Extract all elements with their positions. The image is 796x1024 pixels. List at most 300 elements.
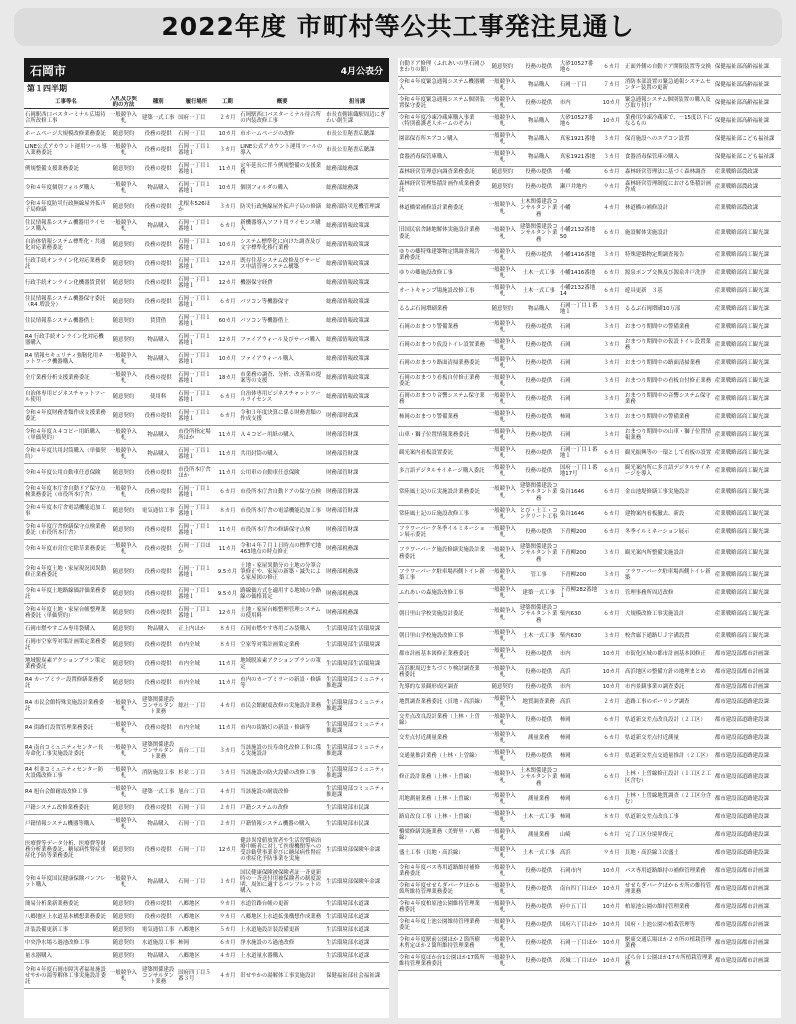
cell-summary: 市内の街路灯の新設・修繕等	[239, 719, 325, 738]
cell-duration: ６カ月	[599, 826, 624, 844]
cell-contract-method: 随意契約	[108, 655, 139, 674]
cell-duration: 11カ月	[216, 540, 240, 559]
cell-location: 国府六丁目ほか	[559, 916, 599, 934]
cell-category: 建築一式工事	[519, 584, 559, 602]
cell-project-name: 盛土工事（貝地・高浜線）	[398, 844, 486, 862]
table-row	[398, 76, 781, 94]
cell-category: 建築一式工事	[139, 109, 177, 128]
cell-department: 都市建設部道路建設課	[714, 790, 781, 808]
cell-contract-method: 一般競争入札	[486, 148, 519, 166]
cell-category: 管工事	[519, 566, 559, 584]
cell-duration: １カ月	[216, 866, 240, 898]
cell-location: 杉並二丁目	[177, 764, 215, 783]
cell-category: 役務の提供	[519, 390, 559, 408]
cell-category: 役務の提供	[139, 369, 177, 388]
cell-summary: 緊急通報システム個別装置の購入及び取り付け	[624, 94, 714, 112]
cell-summary: 水道管路台帳の更新	[239, 898, 325, 911]
cell-location: 石岡一丁目１番地１	[177, 407, 215, 426]
cell-category: 役務の提供	[519, 523, 559, 541]
cell-contract-method: 随意契約	[108, 407, 139, 426]
cell-duration: 11カ月	[216, 674, 240, 693]
cell-duration: 11カ月	[216, 445, 240, 464]
cell-department: 産業戦略部商工観光課	[714, 354, 781, 372]
cell-duration: ６カ月	[216, 388, 240, 407]
cell-duration: ６カ月	[599, 264, 624, 282]
cell-location: 石岡一丁目	[177, 815, 215, 834]
cell-contract-method: 随意契約	[486, 58, 519, 76]
cell-contract-method: 一般競争入札	[108, 963, 139, 989]
cell-summary: 地域脱炭素アクションプランの策定	[239, 655, 325, 674]
table-row	[398, 426, 781, 444]
cell-summary: 当該施設の防火設備の改修工事	[239, 764, 325, 783]
cell-category: 役務の提供	[519, 663, 559, 681]
cell-location: 石岡一丁目１番地１	[177, 141, 215, 160]
cell-department: 産業戦略部商工観光課	[714, 462, 781, 480]
table-row	[24, 604, 389, 623]
cell-department: 産業戦略部商工観光課	[714, 300, 781, 318]
cell-department: 都市建設部道路建設課	[714, 729, 781, 747]
cell-duration: 11カ月	[216, 655, 240, 674]
cell-project-name: R4 南台コミュニティセンター長寿命化工事実施設計委託	[24, 738, 108, 764]
cell-duration: ３カ月	[599, 426, 624, 444]
cell-contract-method: 一般競争入札	[486, 444, 519, 462]
cell-summary: 令和４年７月１日時点の標準宅地463地点の時点修正	[239, 540, 325, 559]
table-row	[24, 407, 389, 426]
cell-category: 物品購入	[139, 445, 177, 464]
cell-contract-method: 随意契約	[108, 388, 139, 407]
cell-category: 物品購入	[139, 350, 177, 369]
cell-project-name: 都市計画基本図修正業務委託	[398, 645, 486, 663]
cell-summary: 観光振興等の一環として看板の設置	[624, 444, 714, 462]
cell-project-name: 令和４年度国民健康保険パンフレット購入	[24, 866, 108, 898]
cell-duration: ６カ月	[216, 293, 240, 312]
cell-project-name: 住民情報系システム機器借上	[24, 312, 108, 331]
cell-summary: おまつり期間中の山車・獅子位置情報業務	[624, 426, 714, 444]
table-row	[24, 585, 389, 604]
cell-category: 物品購入	[519, 300, 559, 318]
cell-duration: ６カ月	[599, 444, 624, 462]
cell-department: 産業戦略部商工観光課	[714, 505, 781, 523]
cell-category: 役務の提供	[139, 674, 177, 693]
cell-summary: 貝地・高浜線３次盛土	[624, 844, 714, 862]
table-row	[398, 681, 781, 693]
cell-location: 石岡一丁目１番地１	[177, 559, 215, 585]
cell-category: 水道施設工事	[139, 937, 177, 950]
cell-department: 財務部税務課	[325, 540, 389, 559]
cell-department: 都市建設部都市計画課	[714, 645, 781, 663]
cell-contract-method: 随意契約	[108, 160, 139, 179]
cell-summary: 個別フォルダの購入	[239, 179, 325, 198]
cell-duration: ３カ月	[599, 390, 624, 408]
table-row	[24, 963, 389, 989]
cell-summary: 業務用冷凍冷蔵庫で、－15度以下になるもの	[624, 112, 714, 130]
table-row	[24, 834, 389, 866]
cell-summary: 当該施設の耐震改修	[239, 783, 325, 802]
cell-department: 総務部情報政策課	[325, 369, 389, 388]
cell-duration: ４カ月	[599, 196, 624, 221]
cell-location: 石岡一丁目１番地１	[177, 350, 215, 369]
cell-contract-method: 一般競争入札	[486, 318, 519, 336]
cell-duration: ３カ月	[216, 738, 240, 764]
cell-duration: ４カ月	[216, 950, 240, 963]
table-row	[24, 128, 389, 141]
cell-duration: ３カ月	[599, 408, 624, 426]
cell-contract-method: 一般競争入札	[486, 916, 519, 934]
cell-contract-method: 随意契約	[108, 834, 139, 866]
cell-department: 生活環境部市民課	[325, 802, 389, 815]
cell-location: 石岡一丁目１番地１	[177, 312, 215, 331]
cell-department: 都市建設部道路建設課	[714, 693, 781, 711]
cell-duration: ３カ月	[216, 141, 240, 160]
cell-department: 都市建設部道路建設課	[714, 765, 781, 790]
cell-location: 小幡1416番地	[559, 246, 599, 264]
cell-project-name: 交差点改良設計業務（上林・上曽線）	[398, 711, 486, 729]
cell-department: 産業戦略部農政課	[714, 196, 781, 221]
cell-location: 市内	[559, 645, 599, 663]
cell-summary: 上林・上曽線修正設計（１工区２工区含む）	[624, 765, 714, 790]
cell-contract-method: 随意契約	[108, 255, 139, 274]
cell-category: 役務の提供	[139, 834, 177, 866]
cell-department: 産業戦略部商工観光課	[714, 627, 781, 645]
cell-summary: 高浜地区の整備方針の地理まとめ	[624, 663, 714, 681]
table-row	[24, 350, 389, 369]
cell-summary: 市街化区域の都市計画基本図修正	[624, 645, 714, 663]
cell-duration: 60カ月	[216, 312, 240, 331]
cell-category: 物品購入	[139, 623, 177, 636]
cell-department: 生活環境部生活環境課	[325, 623, 389, 636]
cell-project-name: ゆりの郷特殊建築物定期調査報告業務委託	[398, 246, 486, 264]
header-location: 履行場所	[177, 96, 215, 109]
cell-duration: ８カ月	[216, 636, 240, 655]
cell-department: 財務部管財課	[325, 445, 389, 464]
cell-summary: 空家等対策計画策定業務	[239, 636, 325, 655]
cell-location: 八郷地区	[177, 911, 215, 924]
cell-project-name: 令和４年度Ａ４コピー用紙購入（単価契約）	[24, 426, 108, 445]
table-row	[24, 815, 389, 834]
cell-location: 石岡一丁目１番地１	[177, 274, 215, 293]
cell-department: 産業戦略部農政課	[714, 178, 781, 196]
cell-contract-method: 随意契約	[108, 128, 139, 141]
cell-contract-method: 随意契約	[108, 464, 139, 483]
cell-duration: 11カ月	[216, 719, 240, 738]
cell-project-name: 石岡のおまつり路面清掃業務委託	[398, 354, 486, 372]
table-row	[398, 112, 781, 130]
cell-department: 生活環境部水道課	[325, 911, 389, 924]
cell-project-name: 石岡市燃やすごみ専用袋購入	[24, 623, 108, 636]
cell-location: 柿岡	[559, 790, 599, 808]
cell-category: 役務の提供	[139, 898, 177, 911]
cell-project-name: 計装設備更新工事	[24, 924, 108, 937]
cell-project-name: 令和４年度土地路線価評価業務委託	[24, 585, 108, 604]
cell-project-name: オートキャンプ場施設改修工事	[398, 282, 486, 300]
cell-location: 石岡一丁目１番地１	[559, 444, 599, 462]
cell-summary: 県道新交差点改良設計（２工区）	[624, 711, 714, 729]
cell-project-name: 全庁業務分析支援業務委託	[24, 369, 108, 388]
table-row	[398, 898, 781, 916]
cell-department: 財務部税務課	[325, 559, 389, 585]
cell-contract-method: 一般競争入札	[108, 483, 139, 502]
cell-department: 生活環境部コミュニティ推進課	[325, 719, 389, 738]
cell-duration: ８カ月	[216, 502, 240, 521]
cell-department: 保健福祉部高齢福祉課	[714, 58, 781, 76]
cell-department: 総務部防災危機管理課	[325, 198, 389, 217]
cell-project-name: 路肩改良工事（上林・上曽線）	[398, 808, 486, 826]
table-row	[398, 264, 781, 282]
cell-summary: 駅東交通広場ほか２カ所の植栽管理業務	[624, 934, 714, 952]
cell-category: 電気通信工事	[139, 924, 177, 937]
cell-category: 役務の提供	[519, 747, 559, 765]
period-label: 第１四半期	[27, 84, 67, 93]
cell-summary: 冬季イルミネーション展示	[624, 523, 714, 541]
cell-department: 市長公室秘書広聴課	[325, 128, 389, 141]
cell-summary: 県道新交差点交通量推計（２工区）	[624, 747, 714, 765]
cell-contract-method: 一般競争入札	[486, 246, 519, 264]
cell-project-name: 戸籍情報システム機器等購入	[24, 815, 108, 834]
cell-project-name: 量水器購入	[24, 950, 108, 963]
header-contract-method: 入札及び契約の方法	[108, 96, 139, 109]
cell-department: 生活環境部市民課	[325, 815, 389, 834]
cell-contract-method: 一般競争入札	[486, 765, 519, 790]
cell-department: 都市建設部都市計画課	[714, 952, 781, 970]
cell-location: 石岡一丁目１番地１	[177, 255, 215, 274]
table-row	[24, 502, 389, 521]
cell-summary: Ａ４コピー用紙の購入	[239, 426, 325, 445]
cell-contract-method: 一般競争入札	[108, 738, 139, 764]
cell-duration: ６カ月	[599, 602, 624, 627]
cell-duration: ３カ月	[599, 541, 624, 566]
cell-duration: 12カ月	[216, 604, 240, 623]
cell-project-name: 簡易分析業新業務委託	[24, 898, 108, 911]
cell-summary: るるぶ石岡増刷10万部	[624, 300, 714, 318]
cell-project-name: 旧国民宿舎跡地解体実施設計業務委託	[398, 221, 486, 246]
cell-department: 産業戦略部商工観光課	[714, 336, 781, 354]
cell-duration: 12カ月	[216, 331, 240, 350]
cell-duration: 11カ月	[216, 426, 240, 445]
cell-department: 総務部情報政策課	[325, 312, 389, 331]
cell-project-name: 修正設計業務（上林・上曽線）	[398, 765, 486, 790]
cell-department: 産業戦略部商工観光課	[714, 282, 781, 300]
cell-project-name: 山車・獅子位置情報業務委託	[398, 426, 486, 444]
cell-contract-method: 一般競争入札	[486, 711, 519, 729]
cell-location: 市内全域	[177, 655, 215, 674]
cell-department: 生活環境部コミュニティ推進課	[325, 783, 389, 802]
table-row	[24, 693, 389, 719]
cell-contract-method: 一般競争入札	[486, 523, 519, 541]
cell-contract-method: 一般競争入札	[108, 350, 139, 369]
cell-department: 産業戦略部商工観光課	[714, 408, 781, 426]
cell-department: 総務部情報政策課	[325, 255, 389, 274]
cell-duration: 10カ月	[216, 350, 240, 369]
cell-location: 柿岡	[559, 729, 599, 747]
cell-location: 小幡2132番地50	[559, 221, 599, 246]
cell-duration: ３カ月	[599, 300, 624, 318]
cell-category: 建築関係建設コンサルタント業務	[519, 602, 559, 627]
cell-department: 財務部管財課	[325, 426, 389, 445]
cell-project-name: LINE公式アカウント運用ツール導入業務委託	[24, 141, 108, 160]
table-row	[24, 483, 389, 502]
table-row	[24, 236, 389, 255]
cell-department: 保健福祉部こども福祉課	[714, 148, 781, 166]
cell-contract-method: 一般競争入札	[486, 94, 519, 112]
published-label: 4月公表分	[340, 66, 383, 77]
cell-category: 使用料	[139, 388, 177, 407]
cell-category: 役務の提供	[139, 160, 177, 179]
cell-summary: 食器消毒保管庫の購入	[624, 148, 714, 166]
cell-contract-method: 随意契約	[486, 300, 519, 318]
cell-contract-method: 一般競争入札	[108, 179, 139, 198]
cell-location: 総社一丁目	[177, 693, 215, 719]
cell-location: 大砂10527番地６	[559, 58, 599, 76]
cell-duration: 10カ月	[599, 880, 624, 898]
cell-duration: ６カ月	[599, 166, 624, 178]
cell-summary: 市役所本庁舎自動ドアの保守点検	[239, 483, 325, 502]
cell-summary: パソコン等機器保守	[239, 293, 325, 312]
table-row	[398, 390, 781, 408]
cell-summary: ファイアウォール及びサーバ購入	[239, 331, 325, 350]
table-row	[398, 94, 781, 112]
cell-summary: 森林経営管理法に基づく森林調査	[624, 166, 714, 178]
cell-department: 総務部情報政策課	[325, 274, 389, 293]
cell-department: 生活環境部水道課	[325, 898, 389, 911]
cell-contract-method: 一般競争入札	[486, 354, 519, 372]
cell-location: 府中五丁目	[559, 898, 599, 916]
cell-department: 産業戦略部商工観光課	[714, 584, 781, 602]
cell-duration: 12カ月	[216, 834, 240, 866]
cell-project-name: R4 市民会館特殊実施設計業務委託	[24, 693, 108, 719]
cell-department: 保健福祉部高齢福祉課	[714, 76, 781, 94]
cell-location: 市役所指定場所ほか	[177, 426, 215, 445]
table-row	[24, 950, 389, 963]
cell-project-name: 令和４年度本庁舎自動ドア保守点検業務委託（市役所本庁舎）	[24, 483, 108, 502]
cell-location: 石岡一丁目ほか	[559, 934, 599, 952]
cell-project-name: 戸籍システム改修業務委託	[24, 802, 108, 815]
cell-location: 高浜	[559, 844, 599, 862]
table-row	[398, 663, 781, 681]
cell-contract-method: 一般競争入札	[486, 480, 519, 505]
table-row	[24, 802, 389, 815]
cell-contract-method: 一般競争入札	[108, 866, 139, 898]
cell-summary: 市内のカーブミラーの新設・修繕等	[239, 674, 325, 693]
cell-location: 小幡	[559, 196, 599, 221]
cell-department: 総務部総務課	[325, 160, 389, 179]
cell-project-name: 例規整備支援業務委託	[24, 160, 108, 179]
cell-category: 役務の提供	[519, 336, 559, 354]
cell-contract-method: 随意契約	[108, 937, 139, 950]
projects-table-left	[24, 96, 389, 989]
cell-contract-method: 随意契約	[108, 198, 139, 217]
cell-category: 物品購入	[139, 950, 177, 963]
cell-duration: 10カ月	[599, 934, 624, 952]
cell-summary: おまつり期間中の仮設トイレ設置業務	[624, 336, 714, 354]
cell-duration: 9.5カ月	[216, 559, 240, 585]
cell-department: 生活環境部コミュニティ推進課	[325, 693, 389, 719]
cell-project-name: 令和４年度駅前公園ほか２箇所樹木剪定ほか２箇所維持管理業務	[398, 934, 486, 952]
cell-summary: 旧せやかの湯解体工事実施設計	[239, 963, 325, 989]
cell-contract-method: 一般競争入札	[486, 663, 519, 681]
cell-category: 物品購入	[519, 112, 559, 130]
header-category: 種別	[139, 96, 177, 109]
cell-category: 役務の提供	[139, 719, 177, 738]
cell-category: 役務の提供	[519, 711, 559, 729]
cell-location: 石岡一丁目１番地１	[177, 369, 215, 388]
cell-project-name: 石岡のおまつり警備業務	[398, 318, 486, 336]
cell-project-name: 橋梁修繕実施業務（美野里・八郷線）	[398, 826, 486, 844]
cell-duration: ２カ月	[216, 109, 240, 128]
cell-summary: 消防本部設置の緊急通報システムセンター装置の更新	[624, 76, 714, 94]
table-row	[24, 312, 389, 331]
cell-category: 役務の提供	[519, 862, 559, 880]
cell-location: 瀬戸井地内	[559, 178, 599, 196]
cell-contract-method: 随意契約	[108, 331, 139, 350]
cell-location: 石岡一丁目１番地１	[177, 293, 215, 312]
cell-category: 建築一式工事	[139, 783, 177, 802]
cell-department: 産業戦略部商工観光課	[714, 480, 781, 505]
cell-project-name: 石岡のおまつり仮設トイレ設置業務	[398, 336, 486, 354]
table-row	[24, 255, 389, 274]
table-row	[24, 293, 389, 312]
table-row	[398, 627, 781, 645]
cell-project-name: 柿岡のおまつり警備業務	[398, 408, 486, 426]
cell-duration: ４カ月	[216, 783, 240, 802]
cell-summary: おまつり期間中の音響システム保守業務	[624, 390, 714, 408]
cell-duration: 12カ月	[216, 274, 240, 293]
cell-category: 役務の提供	[519, 462, 559, 480]
cell-duration: ６カ月	[599, 221, 624, 246]
cell-category: 建築関係建設コンサルタント業務	[519, 480, 559, 505]
cell-duration: 11カ月	[216, 160, 240, 179]
cell-department: 生活環境部生活環境課	[325, 655, 389, 674]
table-row	[24, 160, 389, 179]
cell-summary: 遊具更新 ３基	[624, 282, 714, 300]
table-row	[398, 747, 781, 765]
cell-category: 役務の提供	[519, 372, 559, 390]
cell-department: 生活環境部コミュニティ推進課	[325, 738, 389, 764]
cell-project-name: 令和４年度市営住宅除草業務委託	[24, 540, 108, 559]
cell-location: 下青柳200	[559, 566, 599, 584]
cell-project-name: R4 カーブミラー設置修繕業務委託	[24, 674, 108, 693]
cell-contract-method: 一般競争入札	[486, 196, 519, 221]
cell-department: 生活環境部保険年金課	[325, 834, 389, 866]
cell-project-name: 住民情報系システム機器用ライセンス購入	[24, 217, 108, 236]
cell-department: 都市建設部道路建設課	[714, 711, 781, 729]
cell-department: 財務部管財課	[325, 521, 389, 540]
table-row	[398, 566, 781, 584]
cell-project-name: フラワーパーク駐車場西側トイレ新築工事	[398, 566, 486, 584]
cell-project-name: 森林経営管理意向調査業務委託	[398, 166, 486, 178]
cell-contract-method: 一般競争入札	[486, 844, 519, 862]
cell-duration: ６カ月	[599, 711, 624, 729]
cell-department: 産業戦略部商工観光課	[714, 390, 781, 408]
cell-location: 石岡一丁目１番地１	[177, 331, 215, 350]
cell-duration: 10カ月	[599, 898, 624, 916]
cell-duration: 11カ月	[216, 521, 240, 540]
cell-location: 石岡一丁目１番地１	[177, 585, 215, 604]
cell-duration: ３カ月	[599, 336, 624, 354]
cell-category: 物品購入	[139, 426, 177, 445]
cell-department: 都市建設部道路建設課	[714, 826, 781, 844]
cell-project-name: 常陸風土記の丘施設改修工事	[398, 505, 486, 523]
table-row	[398, 826, 781, 844]
cell-department: 生活環境部水道課	[325, 937, 389, 950]
table-row	[24, 738, 389, 764]
cell-category: 役務の提供	[519, 94, 559, 112]
cell-contract-method: 随意契約	[486, 178, 519, 196]
cell-project-name: R4 情報セキュリティ強靭化用ネットワーク機器購入	[24, 350, 108, 369]
cell-category: 役務の提供	[519, 934, 559, 952]
table-row	[398, 584, 781, 602]
cell-contract-method: 一般競争入札	[108, 764, 139, 783]
cell-duration: 10カ月	[599, 112, 624, 130]
